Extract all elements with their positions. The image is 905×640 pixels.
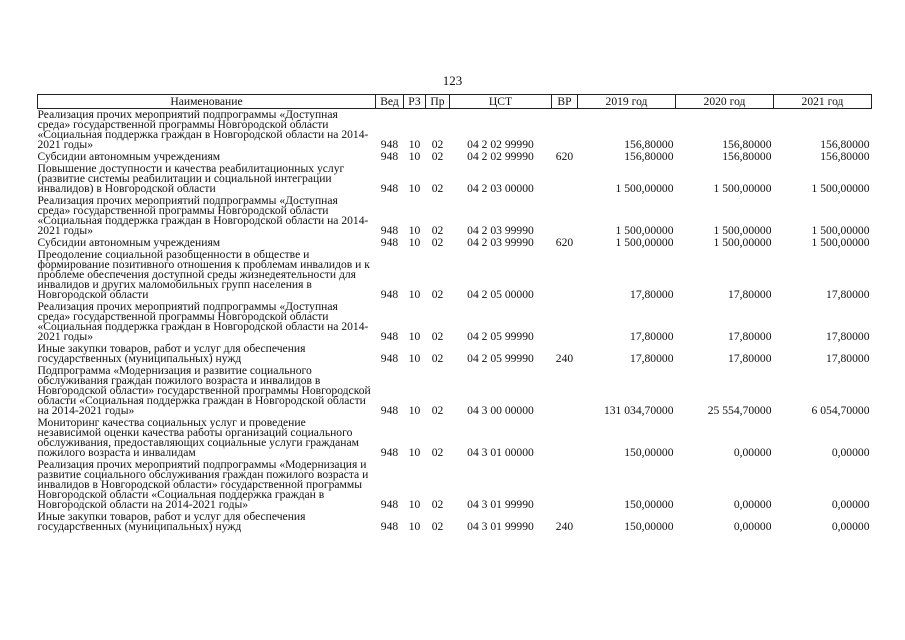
cell-vr [552,301,578,343]
cell-pr: 02 [431,224,444,237]
cell-vr: 240 [555,352,574,365]
cell-ved: 948 [380,288,399,301]
cell-name: Иные закупки товаров, работ и услуг для обеспечения государственных (муниципальных) нужд [37,510,306,533]
cell-ved: 948 [380,330,399,343]
cell-2021: 0,00000 [831,498,870,511]
cell-vr [552,195,578,237]
cell-2020: 25 554,70000 [707,404,772,417]
cell-2021: 17,80000 [826,352,870,365]
cell-vr: 240 [555,520,574,533]
cell-pr: 02 [431,288,444,301]
cell-cst: 04 3 00 00000 [467,404,534,417]
cell-2020: 0,00000 [733,498,772,511]
cell-vr [552,163,578,195]
cell-2021: 1 500,00000 [811,182,870,195]
cell-cst: 04 2 02 99990 [467,138,534,151]
cell-cst: 04 2 02 99990 [467,150,534,163]
cell-pr: 02 [431,520,444,533]
cell-pr: 02 [431,330,444,343]
cell-pr: 02 [431,150,444,163]
cell-2021: 0,00000 [831,446,870,459]
cell-name: Субсидии автономным учреждениям [37,236,221,249]
header-rz: РЗ [404,95,426,109]
cell-2020: 0,00000 [733,520,772,533]
table-row [38,417,872,459]
table-row [38,343,872,365]
cell-vr: 620 [555,150,574,163]
cell-2020: 17,80000 [728,288,772,301]
cell-pr: 02 [431,404,444,417]
cell-rz: 10 [408,182,421,195]
cell-2021: 17,80000 [826,288,870,301]
cell-name: Преодоление социальной разобщенности в обществе и формирование позитивного отношения к проблемам инвалидов и к проблеме обеспечения доступной среды жизнедеятельности для инвалидов и других маломобильных групп населения в Новгородской области [37,248,370,301]
cell-2019: 150,00000 [624,446,674,459]
cell-rz: 10 [408,224,421,237]
cell-ved: 948 [380,224,399,237]
cell-2021: 1 500,00000 [811,236,870,249]
cell-ved: 948 [380,236,399,249]
cell-pr: 02 [431,138,444,151]
cell-name: Реализация прочих мероприятий подпрограммы «Доступная среда» государственной программы Новгородской области «Социальная поддержка граждан в Новгородской области на 2014-2021 годы» [37,194,369,237]
cell-2021: 156,80000 [820,138,870,151]
cell-vr [552,417,578,459]
cell-rz: 10 [408,236,421,249]
cell-2019: 131 034,70000 [603,404,674,417]
cell-2020: 1 500,00000 [713,224,772,237]
cell-2021: 0,00000 [831,520,870,533]
header-vr: ВР [552,95,578,109]
cell-2019: 150,00000 [624,498,674,511]
cell-rz: 10 [408,352,421,365]
table-header-row [38,95,872,109]
cell-cst: 04 3 01 99990 [467,498,534,511]
table-row [38,511,872,533]
cell-ved: 948 [380,498,399,511]
cell-name: Субсидии автономным учреждениям [37,150,221,163]
cell-name: Реализация прочих мероприятий подпрограммы «Доступная среда» государственной программы Новгородской области «Социальная поддержка граждан в Новгородской области на 2014-2021 годы» [37,108,369,151]
table-row [38,459,872,511]
header-2021: 2021 год [774,95,872,109]
cell-name: Подпрограмма «Модернизация и развитие социального обслуживания граждан пожилого возраста и инвалидов в Новгородской области» государственной программы Новгородской области «Социальная поддержка граждан в Новгородской области на 2014-2021 годы» [37,364,371,417]
cell-2021: 17,80000 [826,330,870,343]
cell-ved: 948 [380,446,399,459]
cell-2020: 1 500,00000 [713,182,772,195]
cell-name: Повышение доступности и качества реабилитационных услуг (развитие системы реабилитации и социальной интеграции инвалидов) в Новгородской области [37,162,345,195]
cell-name: Реализация прочих мероприятий подпрограммы «Модернизация и развитие социального обслуживания граждан пожилого возраста и инвалидов в Новгородской области» государственной программы Новгородской области «Социальная поддержка граждан в Новгородской области на 2014-2021 годы» [37,458,369,511]
table-body [38,109,872,534]
cell-rz: 10 [408,498,421,511]
cell-name: Мониторинг качества социальных услуг и проведение независимой оценки качества работы организаций социального обслуживания, предоставляющих социальные услуги гражданам пожилого возраста и инвалидам [37,416,359,459]
header-ved: Вед [376,95,404,109]
cell-2021: 6 054,70000 [811,404,870,417]
cell-cst: 04 2 05 99990 [467,352,534,365]
cell-2021: 156,80000 [820,150,870,163]
cell-vr [552,249,578,301]
cell-ved: 948 [380,352,399,365]
cell-cst: 04 3 01 99990 [467,520,534,533]
table-row [38,195,872,237]
cell-2020: 1 500,00000 [713,236,772,249]
page-number: 123 [442,73,463,88]
cell-2020: 156,80000 [722,150,772,163]
cell-pr: 02 [431,446,444,459]
cell-vr: 620 [555,236,574,249]
cell-2019: 156,80000 [624,138,674,151]
cell-2020: 156,80000 [722,138,772,151]
cell-2019: 1 500,00000 [615,224,674,237]
cell-2019: 156,80000 [624,150,674,163]
cell-vr [552,365,578,417]
cell-2019: 150,00000 [624,520,674,533]
cell-name: Реализация прочих мероприятий подпрограммы «Доступная среда» государственной программы Новгородской области «Социальная поддержка граждан в Новгородской области на 2014-2021 годы» [37,300,369,343]
cell-ved: 948 [380,150,399,163]
cell-ved: 948 [380,520,399,533]
cell-2019: 1 500,00000 [615,182,674,195]
cell-cst: 04 2 03 00000 [467,182,534,195]
cell-2020: 17,80000 [728,352,772,365]
cell-2020: 17,80000 [728,330,772,343]
cell-2019: 17,80000 [630,352,674,365]
cell-cst: 04 2 05 00000 [467,288,534,301]
cell-cst: 04 2 03 99990 [467,224,534,237]
cell-2021: 1 500,00000 [811,224,870,237]
cell-2019: 1 500,00000 [615,236,674,249]
cell-2020: 0,00000 [733,446,772,459]
cell-cst: 04 3 01 00000 [467,446,534,459]
cell-2019: 17,80000 [630,288,674,301]
cell-rz: 10 [408,330,421,343]
cell-rz: 10 [408,288,421,301]
cell-pr: 02 [431,352,444,365]
cell-pr: 02 [431,182,444,195]
header-2019: 2019 год [578,95,676,109]
cell-ved: 948 [380,182,399,195]
cell-cst: 04 2 03 99990 [467,236,534,249]
table-row [38,249,872,301]
cell-name: Иные закупки товаров, работ и услуг для обеспечения государственных (муниципальных) нужд [37,342,306,365]
cell-rz: 10 [408,150,421,163]
header-cst: ЦСТ [450,95,552,109]
cell-vr [552,459,578,511]
header-pr: Пр [426,95,450,109]
cell-rz: 10 [408,520,421,533]
cell-pr: 02 [431,236,444,249]
cell-ved: 948 [380,404,399,417]
cell-rz: 10 [408,138,421,151]
table-row [38,365,872,417]
table-row [38,163,872,195]
cell-2019: 17,80000 [630,330,674,343]
cell-pr: 02 [431,498,444,511]
table-row [38,301,872,343]
header-2020: 2020 год [676,95,774,109]
header-name: Наименование [38,95,376,109]
cell-vr [552,109,578,152]
table-row [38,109,872,152]
cell-rz: 10 [408,404,421,417]
cell-rz: 10 [408,446,421,459]
cell-ved: 948 [380,138,399,151]
budget-table [37,94,872,533]
cell-cst: 04 2 05 99990 [467,330,534,343]
